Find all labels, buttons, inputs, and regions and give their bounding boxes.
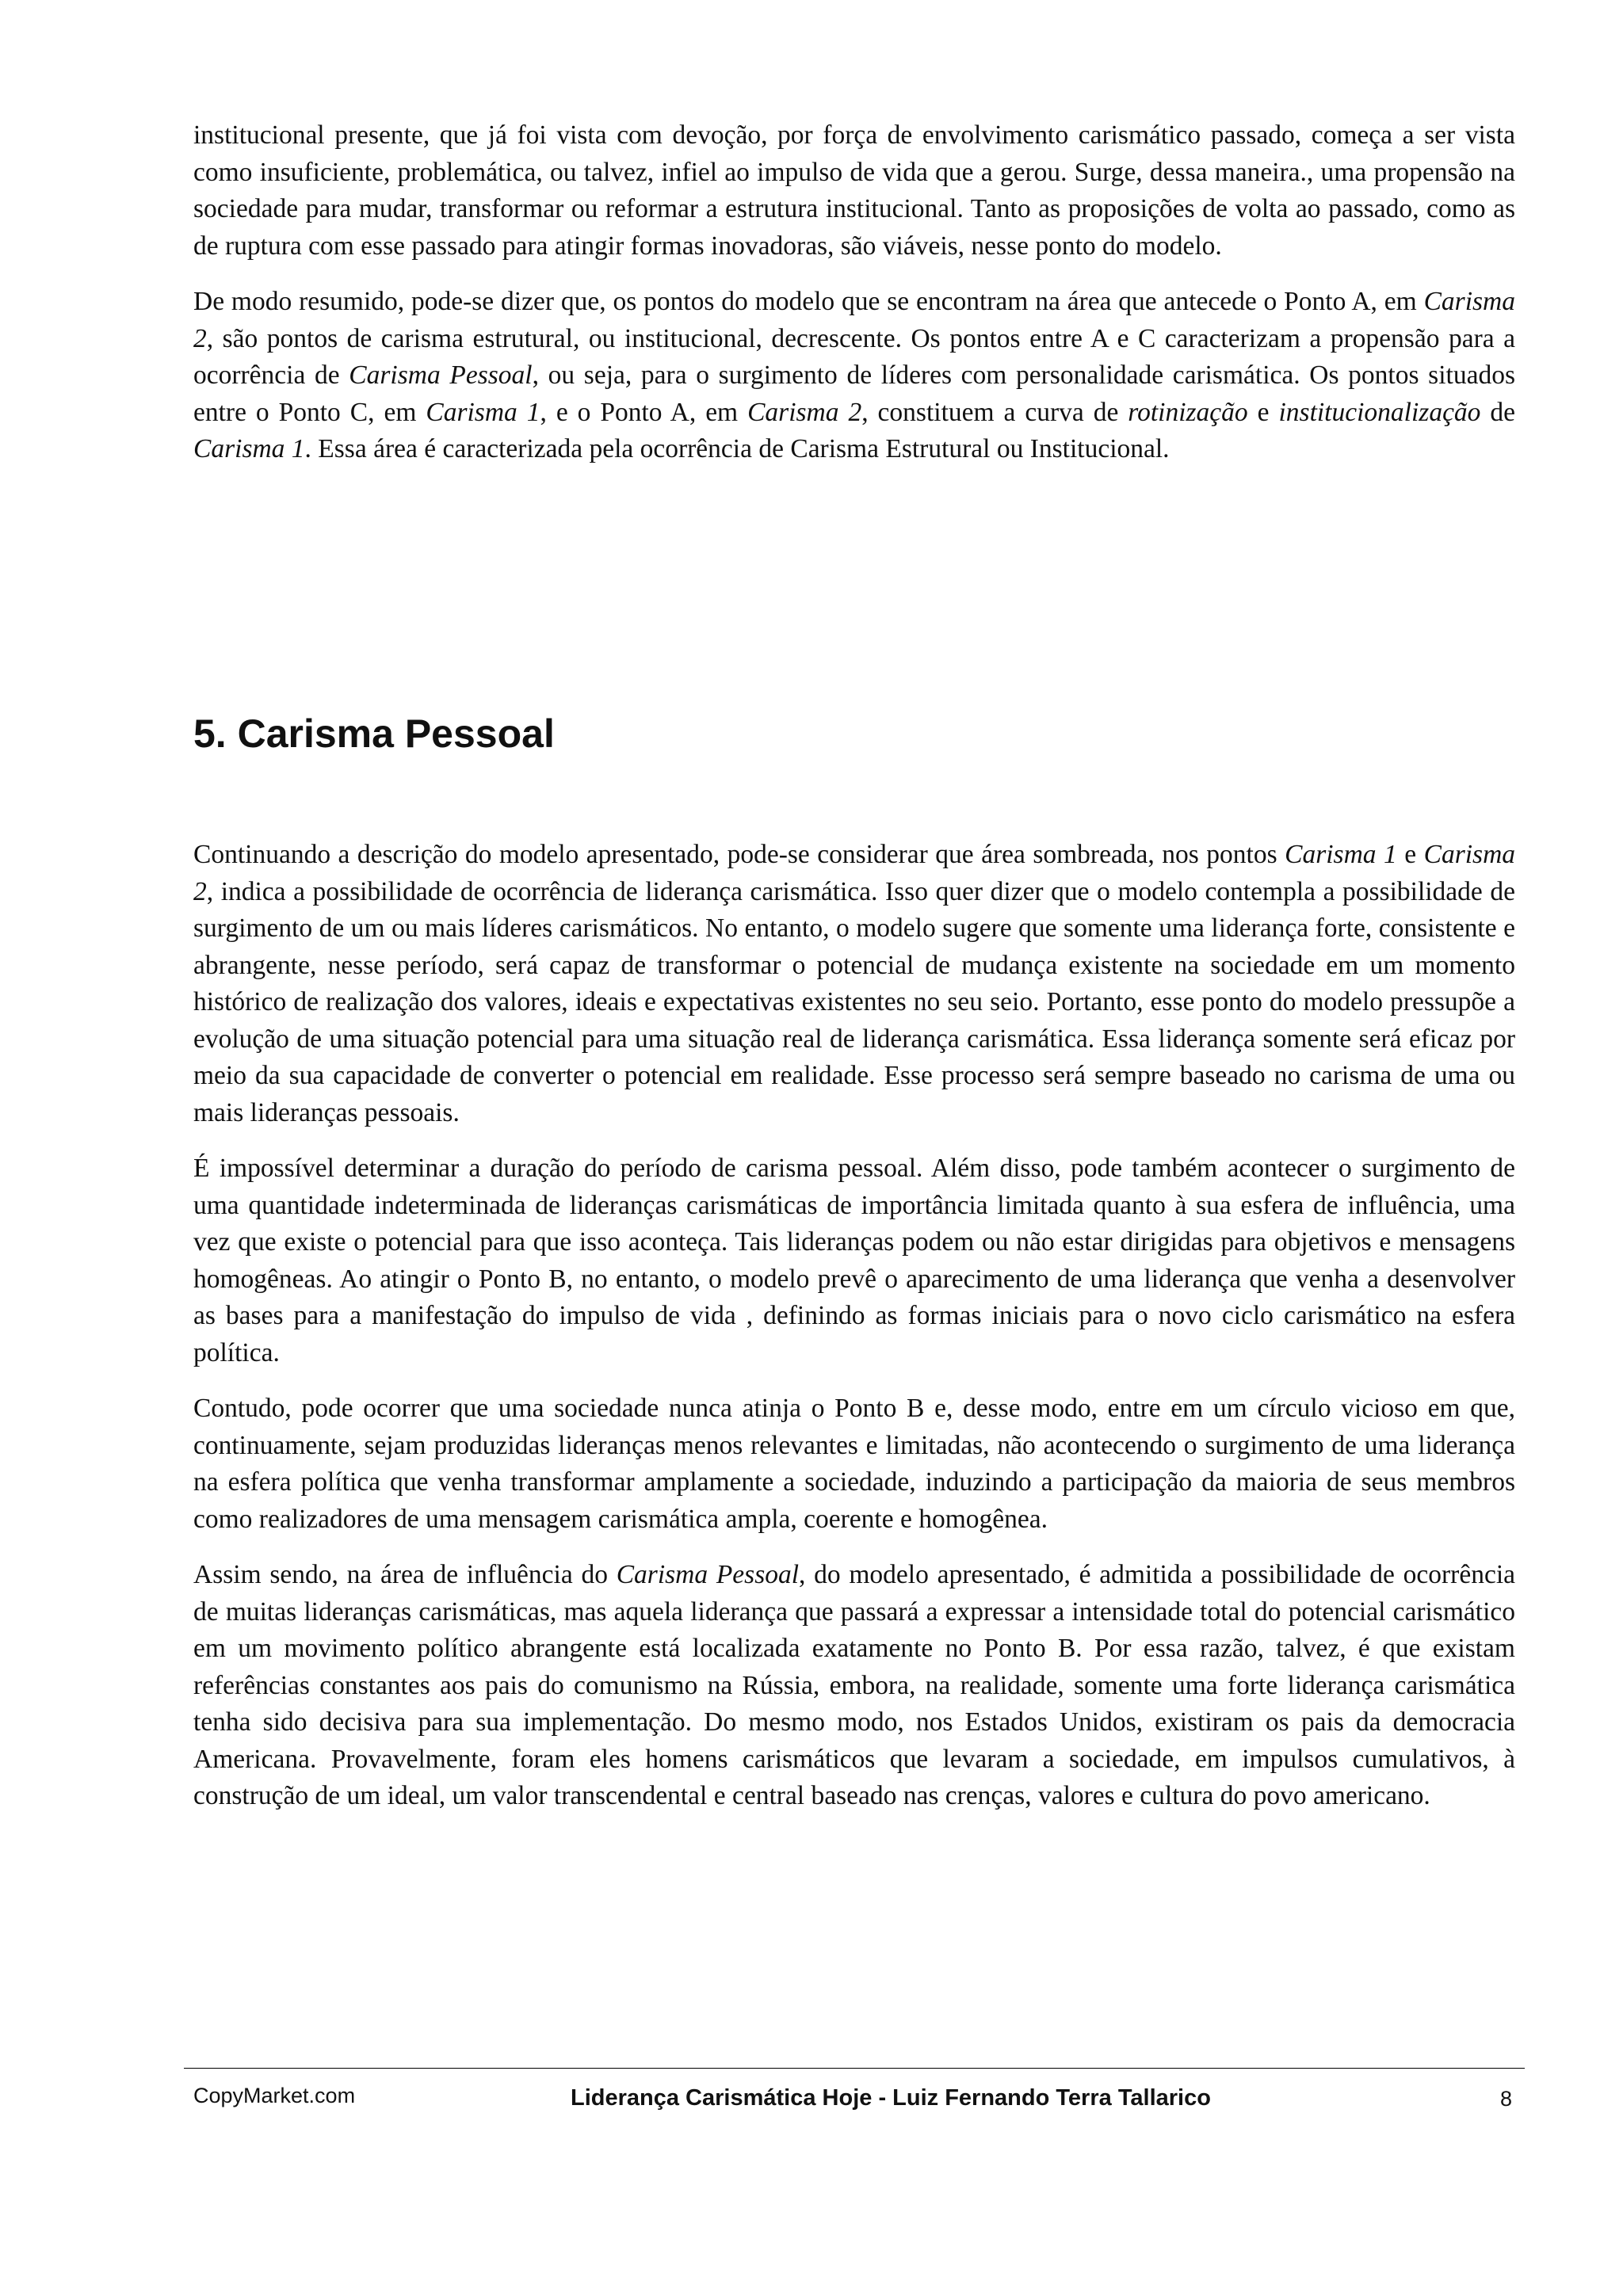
paragraph-influence-area: Assim sendo, na área de influência do Carisma Pessoal, do modelo apresentado, é admitida a possibilidade de ocorrência de muitas lideranças carismáticas, mas aquela liderança que passará a expressar a intensidade total do potencial carismático em um movimento político abrangente está localizada exatamente no Ponto B. Por essa razão, talvez, é que existam referências constantes aos pais do comunismo na Rússia, embora, na realidade, somente uma forte liderança carismática tenha sido decisiva para sua implementação. Do mesmo modo, nos Estados Unidos, existiram os pais da democracia Americana. Provavelmente, foram eles homens carismáticos que levaram a sociedade, em impulsos cumulativos, à construção de um ideal, um valor transcendental e central baseado nas crenças, valores e cultura do povo americano. xyxy=(193,1560,1515,1810)
footer-site: CopyMarket.com xyxy=(193,2084,356,2107)
paragraph-model-description: Continuando a descrição do modelo apresentado, pode-se considerar que área sombreada, nos pontos Carisma 1 e Carisma 2, indica a possibilidade de ocorrência de liderança carismática. Isso quer dizer que o modelo contempla a possibilidade de surgimento de um ou mais líderes carismáticos. No entanto, o modelo sugere que somente uma liderança forte, consistente e abrangente, nesse período, será capaz de transformar o potencial de mudança existente na sociedade em um momento histórico de realização dos valores, ideais e expectativas existentes no seu seio. Portanto, esse ponto do modelo pressupõe a evolução de uma situação potencial para uma situação real de liderança carismática. Essa liderança somente será eficaz por meio da sua capacidade de converter o potencial em realidade. Esse processo será sempre baseado no carisma de uma ou mais lideranças pessoais. xyxy=(193,840,1516,1127)
paragraph-summary: De modo resumido, pode-se dizer que, os pontos do modelo que se encontram na área que antecede o Ponto A, em Carisma 2, são pontos de carisma estrutural, ou institucional, decrescente. Os pontos entre A e C caracterizam a propensão para a ocorrência de Carisma Pessoal, ou seja, para o surgimento de líderes com personalidade carismática. Os pontos situados entre o Ponto C, em Carisma 1, e o Ponto A, em Carisma 2, constituem a curva de rotinização e institucionalização de Carisma 1. Essa área é caracterizada pela ocorrência de Carisma Estrutural ou Institucional. xyxy=(193,287,1516,463)
footer-divider xyxy=(184,2068,1525,2069)
page-footer xyxy=(193,2084,1515,2115)
section-heading: 5. Carisma Pessoal xyxy=(193,711,555,756)
footer-title: Liderança Carismática Hoje - Luiz Fernando Terra Tallarico xyxy=(571,2085,1211,2111)
paragraph-duration: É impossível determinar a duração do período de carisma pessoal. Além disso, pode também acontecer o surgimento de uma quantidade indeterminada de lideranças carismáticas de importância limitada quanto à sua esfera de influência, uma vez que existe o potencial para que isso aconteça. Tais lideranças podem ou não estar dirigidas para objetivos e mensagens homogêneas. Ao atingir o Ponto B, no entanto, o modelo prevê o aparecimento de uma liderança que venha a desenvolver as bases para a manifestação do impulso de vida , definindo as formas iniciais para o novo ciclo carismático na esfera política. xyxy=(193,1154,1515,1367)
intro-text xyxy=(193,117,1515,487)
paragraph-institutional-continuation: institucional presente, que já foi vista com devoção, por força de envolvimento carismático passado, começa a ser vista como insuficiente, problemática, ou talvez, infiel ao impulso de vida que a gerou. Surge, dessa maneira., uma propensão na sociedade para mudar, transformar ou reformar a estrutura institucional. Tanto as proposições de volta ao passado, como as de ruptura com esse passado para atingir formas inovadoras, são viáveis, nesse ponto do modelo. xyxy=(193,120,1515,261)
section-body xyxy=(193,837,1515,1834)
page-number: 8 xyxy=(1499,2087,1512,2111)
paragraph-vicious-circle: Contudo, pode ocorrer que uma sociedade nunca atinja o Ponto B e, desse modo, entre em um círculo vicioso em que, continuamente, sejam produzidas lideranças menos relevantes e limitadas, não acontecendo o surgimento de uma liderança na esfera política que venha transformar amplamente a sociedade, induzindo a participação da maioria de seus membros como realizadores de uma mensagem carismática ampla, coerente e homogênea. xyxy=(193,1394,1515,1534)
